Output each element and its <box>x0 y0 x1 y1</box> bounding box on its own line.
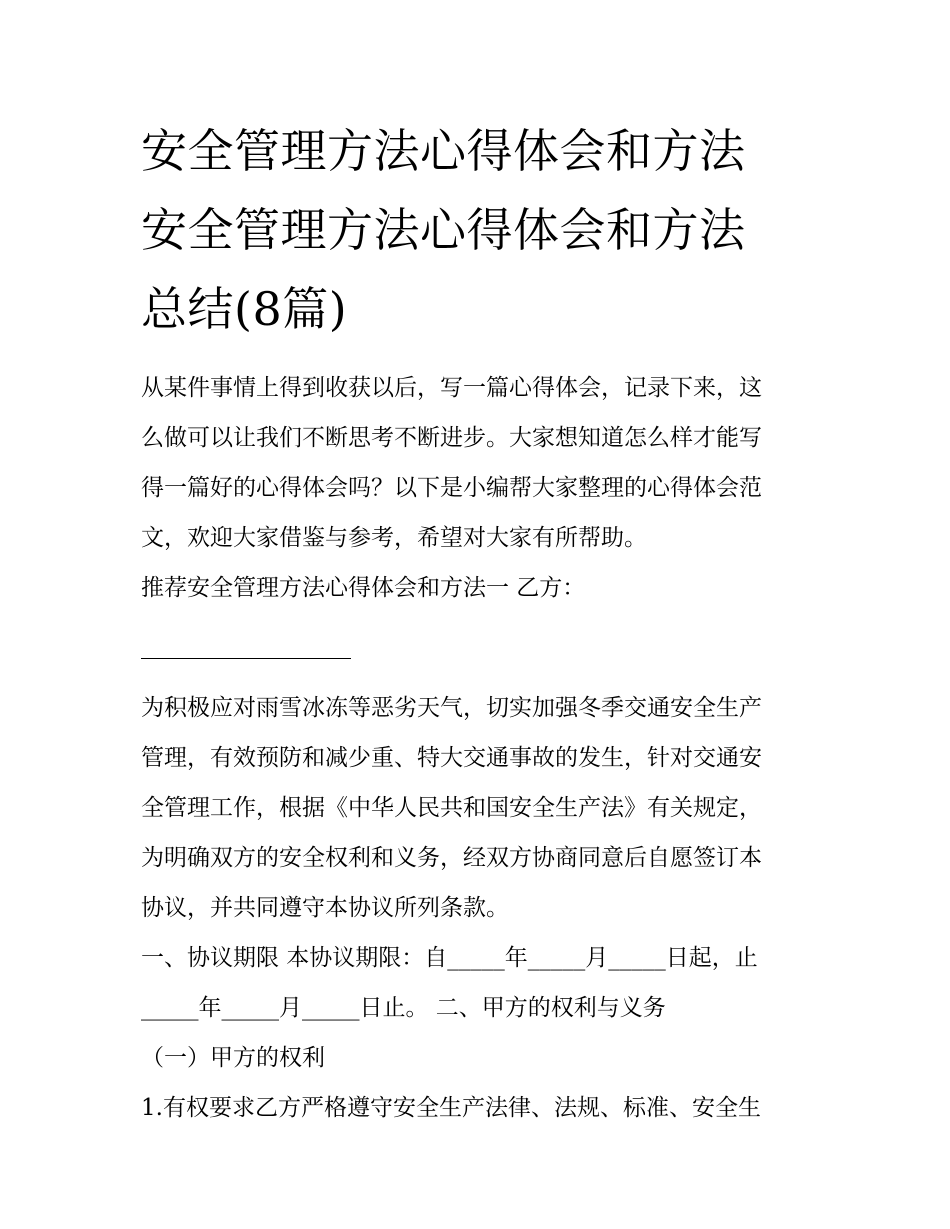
intro-line: 么做可以让我们不断思考不断进步。大家想知道怎么样才能写 <box>141 425 762 451</box>
body-line: 协议，并共同遵守本协议所列条款。 <box>141 895 509 921</box>
title-line: 安全管理方法心得体会和方法 <box>141 124 746 178</box>
recommend-line: 推荐安全管理方法心得体会和方法一 乙方： <box>141 575 586 601</box>
body-paragraph <box>141 683 813 933</box>
title-line: 总结(8篇) <box>141 282 348 336</box>
term-paragraph <box>141 933 813 1033</box>
document-title <box>141 112 813 349</box>
list-item: 1.有权要求乙方严格遵守安全生产法律、法规、标准、安全生 <box>141 1095 761 1121</box>
body-line: 管理，有效预防和减少重、特大交通事故的发生，针对交通安 <box>141 745 762 771</box>
intro-line: 从某件事情上得到收获以后，写一篇心得体会，记录下来，这 <box>141 375 762 401</box>
signature-blank-line <box>141 609 351 659</box>
term-line: _____年_____月_____日止。 二、甲方的权利与义务 <box>141 995 666 1021</box>
intro-paragraph <box>141 363 813 563</box>
intro-line: 文，欢迎大家借鉴与参考，希望对大家有所帮助。 <box>141 525 647 551</box>
body-line: 为明确双方的安全权利和义务，经双方协商同意后自愿签订本 <box>141 845 762 871</box>
body-line: 为积极应对雨雪冰冻等恶劣天气，切实加强冬季交通安全生产 <box>141 695 762 721</box>
intro-line: 得一篇好的心得体会吗？以下是小编帮大家整理的心得体会范 <box>141 475 762 501</box>
section-heading: （一）甲方的权利 <box>141 1045 325 1071</box>
title-line: 安全管理方法心得体会和方法 <box>141 203 746 257</box>
term-line: 一、协议期限 本协议期限：自_____年_____月_____日起，止 <box>141 945 758 971</box>
document-page <box>141 112 813 1133</box>
body-line: 全管理工作，根据《中华人民共和国安全生产法》有关规定， <box>141 795 762 821</box>
